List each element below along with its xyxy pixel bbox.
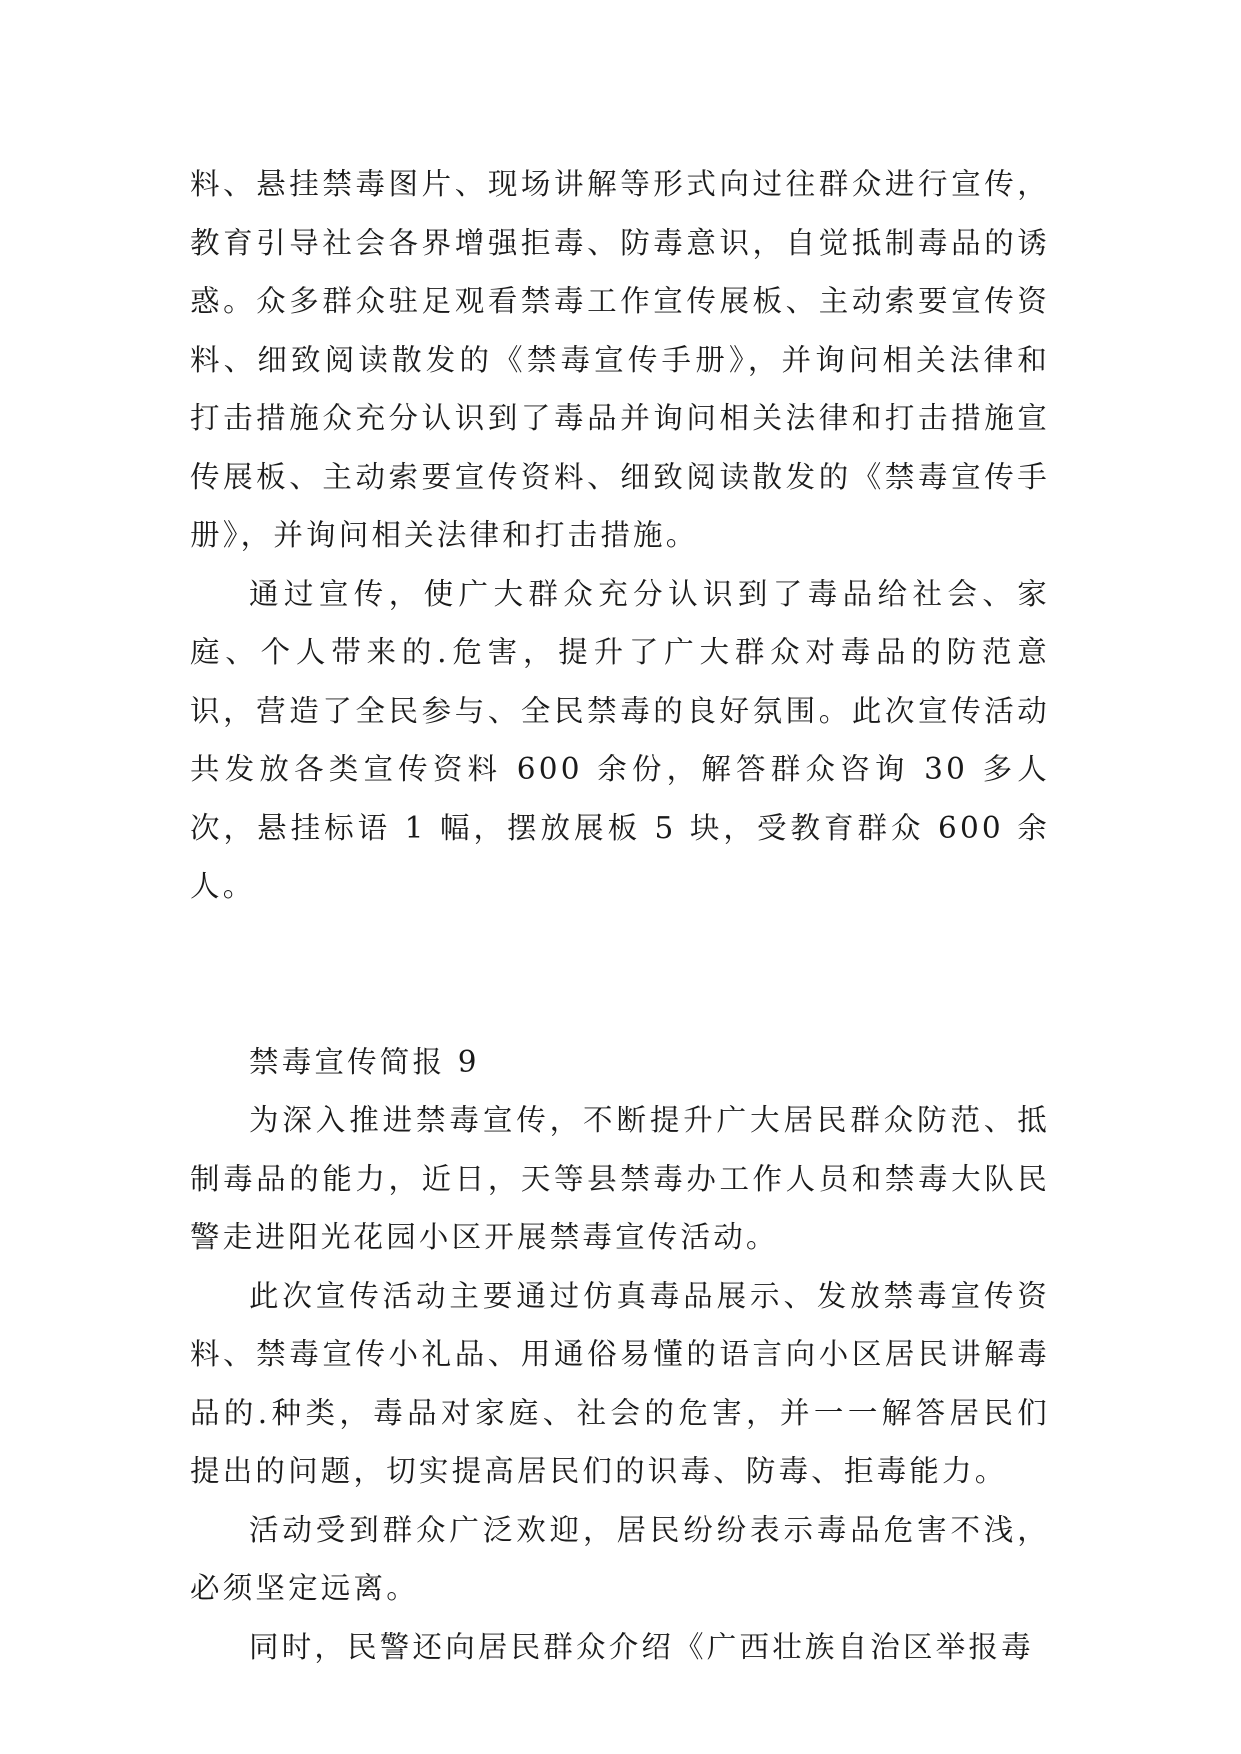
paragraph-intro: 为深入推进禁毒宣传，不断提升广大居民群众防范、抵制毒品的能力，近日，天等县禁毒办工作人员和禁毒大队民警走进阳光花园小区开展禁毒宣传活动。 xyxy=(190,1103,1050,1254)
section-title: 禁毒宣传简报 9 xyxy=(249,1044,480,1079)
section-gap xyxy=(190,916,1050,1033)
paragraph-introduction-cut: 同时，民警还向居民群众介绍《广西壮族自治区举报毒 xyxy=(249,1629,1034,1664)
paragraph-summary: 通过宣传，使广大群众充分认识到了毒品给社会、家庭、个人带来的.危害，提升了广大群众对毒品的防范意识，营造了全民参与、全民禁毒的良好氛围。此次宣传活动共发放各类宣传资料 600 余份，解答群众咨询 30 多人次，悬挂标语 1 幅，摆放展板 5 块，受教育群众 600 余人。 xyxy=(190,576,1050,903)
document-body xyxy=(190,155,1050,1676)
paragraph-activity: 此次宣传活动主要通过仿真毒品展示、发放禁毒宣传资料、禁毒宣传小礼品、用通俗易懂的语言向小区居民讲解毒品的.种类，毒品对家庭、社会的危害，并一一解答居民们提出的问题，切实提高居民们的识毒、防毒、拒毒能力。 xyxy=(190,1278,1050,1488)
paragraph-reception: 活动受到群众广泛欢迎，居民纷纷表示毒品危害不浅，必须坚定远离。 xyxy=(190,1512,1050,1605)
paragraph-continued: 料、悬挂禁毒图片、现场讲解等形式向过往群众进行宣传，教育引导社会各界增强拒毒、防毒意识，自觉抵制毒品的诱惑。众多群众驻足观看禁毒工作宣传展板、主动索要宣传资料、细致阅读散发的《禁毒宣传手册》，并询问相关法律和打击措施众充分认识到了毒品并询问相关法律和打击措施宣传展板、主动索要宣传资料、细致阅读散发的《禁毒宣传手册》，并询问相关法律和打击措施。 xyxy=(190,167,1050,552)
